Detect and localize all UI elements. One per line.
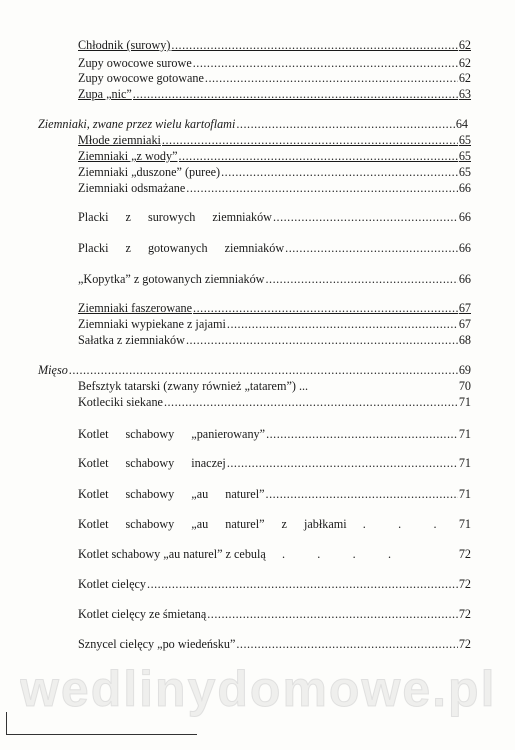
toc-entry-page: 69 <box>458 363 471 377</box>
toc-entry-page: 63 <box>458 87 471 101</box>
toc-entry[interactable] <box>78 271 471 287</box>
toc-entry-title: Ziemniaki „z wody” <box>78 149 178 163</box>
leader-dots <box>205 70 458 86</box>
toc-entry-title: Placki z gotowanych ziemniaków <box>78 241 285 255</box>
toc-entry-title: Zupy owocowe surowe <box>78 56 192 70</box>
toc-entry-page: 71 <box>458 395 471 409</box>
leader-dots <box>266 426 458 442</box>
toc-entry-page: 66 <box>458 241 471 255</box>
toc-section-heading[interactable] <box>38 362 471 378</box>
toc-entry-title: Befsztyk tatarski (zwany również „tatarem”) ... <box>78 379 309 393</box>
toc-entry-page: 66 <box>458 210 471 224</box>
toc-entry-page: 62 <box>458 71 471 85</box>
toc-entry[interactable] <box>78 180 471 196</box>
leader-dots <box>348 516 458 532</box>
toc-entry-page: 67 <box>458 317 471 331</box>
toc-entry-page: 72 <box>458 607 471 621</box>
toc-entry-title: Sałatka z ziemniaków <box>78 333 185 347</box>
toc-entry[interactable] <box>78 426 471 442</box>
toc-entry-title: Mięso <box>38 363 68 377</box>
leader-dots <box>285 240 458 256</box>
toc-entry[interactable] <box>78 37 471 53</box>
leader-dots <box>265 271 457 287</box>
toc-entry-title: Sznycel cielęcy „po wiedeńsku” <box>78 637 236 651</box>
toc-entry-title: Zupa „nic” <box>78 87 132 101</box>
leader-dots <box>221 164 458 180</box>
toc-entry-page: 65 <box>458 165 471 179</box>
toc-entry-title: Kotlet schabowy inaczej <box>78 456 226 470</box>
toc-entry[interactable] <box>78 332 471 348</box>
toc-entry-page: 72 <box>458 547 471 561</box>
toc-entry-title: Kotlet schabowy „au naturel” z cebulą <box>78 547 266 561</box>
scan-edge-mark <box>6 712 197 735</box>
leader-dots <box>267 546 458 562</box>
toc-entry-page: 71 <box>458 487 471 501</box>
toc-entry[interactable] <box>78 378 471 394</box>
toc-entry[interactable] <box>78 55 471 71</box>
watermark: wedlinydomowe.pl <box>20 661 497 717</box>
leader-dots <box>236 116 454 132</box>
toc-entry-page: 71 <box>458 517 471 531</box>
leader-dots <box>227 316 458 332</box>
toc-entry-title: Zupy owocowe gotowane <box>78 71 204 85</box>
toc-entry-page: 62 <box>458 56 471 70</box>
leader-dots <box>273 209 458 225</box>
leader-dots <box>164 394 458 410</box>
leader-dots <box>207 606 458 622</box>
leader-dots <box>171 37 457 53</box>
leader-dots <box>227 455 458 471</box>
toc-entry[interactable] <box>78 576 471 592</box>
leader-dots <box>162 132 458 148</box>
toc-entry[interactable] <box>78 132 471 148</box>
toc-entry[interactable] <box>78 164 471 180</box>
toc-entry[interactable] <box>78 316 471 332</box>
toc-entry-title: Kotleciki siekane <box>78 395 163 409</box>
toc-entry[interactable] <box>78 70 471 86</box>
toc-entry-title: Kotlet cielęcy <box>78 577 147 591</box>
leader-dots <box>133 86 458 102</box>
toc-entry-page: 64 <box>455 117 468 131</box>
toc-entry-page: 67 <box>458 301 471 315</box>
toc-entry[interactable] <box>78 606 471 622</box>
leader-dots <box>186 180 458 196</box>
toc-entry[interactable] <box>78 394 471 410</box>
toc-entry-page: 65 <box>458 149 471 163</box>
toc-entry-page: 71 <box>458 427 471 441</box>
leader-dots <box>179 148 458 164</box>
toc-entry-title: Kotlet schabowy „au naturel” <box>78 487 265 501</box>
toc-entry[interactable] <box>78 516 471 532</box>
toc-entry-title: Młode ziemniaki <box>78 133 161 147</box>
leader-dots <box>193 55 458 71</box>
toc-entry-page: 72 <box>458 637 471 651</box>
leader-dots <box>266 486 458 502</box>
toc-entry-page: 66 <box>458 181 471 195</box>
leader-dots <box>193 300 458 316</box>
toc-entry-page: 66 <box>458 272 471 286</box>
toc-entry-title: Ziemniaki wypiekane z jajami <box>78 317 226 331</box>
toc-entry-page: 70 <box>458 379 471 393</box>
toc-entry[interactable] <box>78 546 471 562</box>
toc-entry-title: Kotlet cielęcy ze śmietaną <box>78 607 207 621</box>
toc-entry[interactable] <box>78 486 471 502</box>
toc-entry-page: 72 <box>458 577 471 591</box>
toc-entry-title: Ziemniaki faszerowane <box>78 301 193 315</box>
toc-entry-title: Ziemniaki „duszone” (puree) <box>78 165 221 179</box>
leader-dots <box>186 332 458 348</box>
toc-entry-page: 71 <box>458 456 471 470</box>
toc-entry[interactable] <box>78 86 471 102</box>
toc-entry[interactable] <box>78 636 471 652</box>
toc-entry-page: 62 <box>458 38 471 52</box>
toc-entry-page: 65 <box>458 133 471 147</box>
leader-dots <box>147 576 458 592</box>
toc-entry-title: Kotlet schabowy „au naturel” z jabłkami <box>78 517 347 531</box>
toc-entry-page: 68 <box>458 333 471 347</box>
toc-entry-title: Kotlet schabowy „panierowany” <box>78 427 266 441</box>
toc-entry[interactable] <box>78 209 471 225</box>
toc-entry-title: Ziemniaki odsmażane <box>78 181 186 195</box>
leader-dots <box>236 636 457 652</box>
leader-dots <box>69 362 458 378</box>
toc-entry-title: Placki z surowych ziemniaków <box>78 210 272 224</box>
toc-entry-title: Chłodnik (surowy) <box>78 38 171 52</box>
toc-entry[interactable] <box>78 148 471 164</box>
toc-entry[interactable] <box>78 455 471 471</box>
toc-entry-title: Ziemniaki, zwane przez wielu kartoflami <box>38 117 236 131</box>
toc-entry[interactable] <box>78 300 471 316</box>
toc-entry[interactable] <box>78 240 471 256</box>
toc-entry-title: „Kopytka” z gotowanych ziemniaków <box>78 272 265 286</box>
toc-section-heading[interactable] <box>38 116 468 132</box>
